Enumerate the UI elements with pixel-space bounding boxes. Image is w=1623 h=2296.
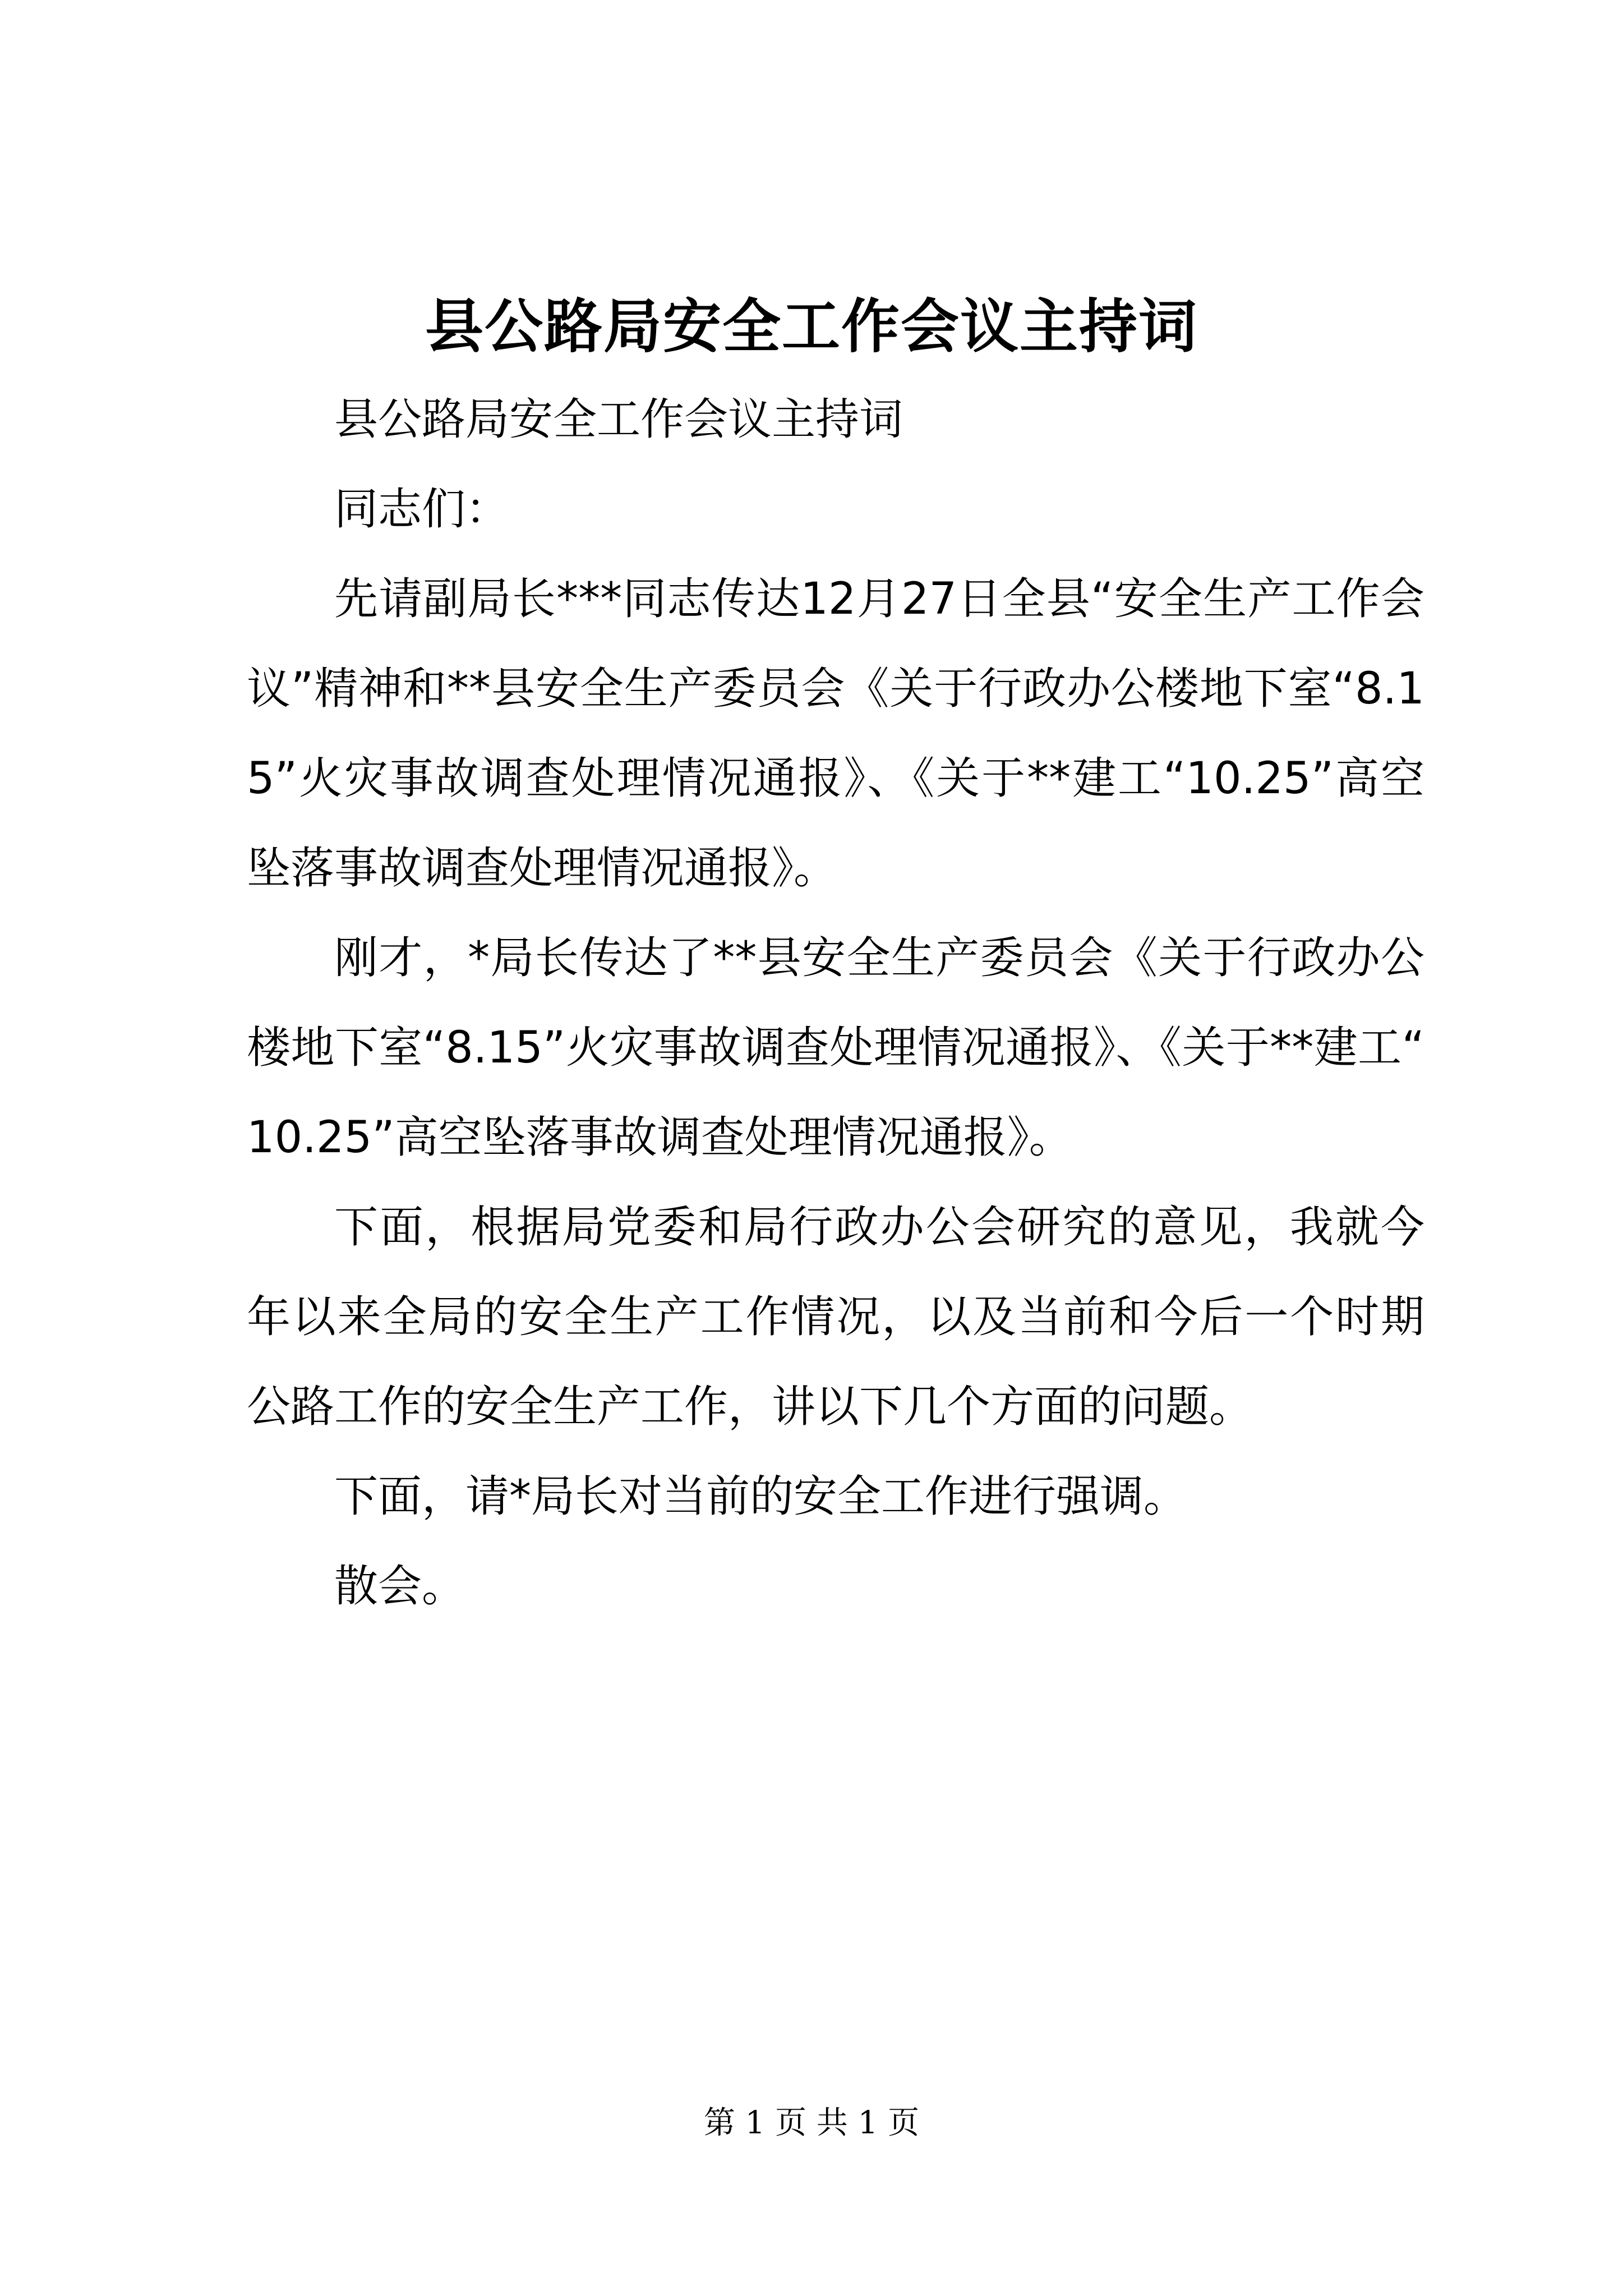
paragraph-adjourn: 散会。: [334, 1561, 466, 1612]
paragraph-work-overview: 下面，根据局党委和局行政办公会研究的意见，我就今年以来全局的安全生产工作情况，以及当前和今后一个时期公路工作的安全生产工作，讲以下几个方面的问题。: [247, 1202, 1424, 1432]
page-footer: 第 1 页 共 1 页: [703, 2105, 920, 2141]
document-body: [247, 375, 1424, 1631]
paragraph-report-transmission: 先请副局长***同志传达12月27日全县“安全生产工作会议”精神和**县安全生产委员会《关于行政办公楼地下室“8.15”火灾事故调查处理情况通报》、《关于**建工“10.25”高空坠落事故调查处理情况通报》。: [247, 574, 1424, 894]
paragraph-emphasis-request: 下面，请*局长对当前的安全工作进行强调。: [334, 1471, 1188, 1522]
paragraph-report-summary: 刚才，*局长传达了**县安全生产委员会《关于行政办公楼地下室“8.15”火灾事故调查处理情况通报》、《关于**建工“10.25”高空坠落事故调查处理情况通报》。: [247, 933, 1424, 1163]
document-title: 县公路局安全工作会议主持词: [425, 292, 1198, 361]
paragraph-salutation: 同志们：: [334, 484, 510, 535]
paragraph-subtitle: 县公路局安全工作会议主持词: [334, 394, 903, 445]
